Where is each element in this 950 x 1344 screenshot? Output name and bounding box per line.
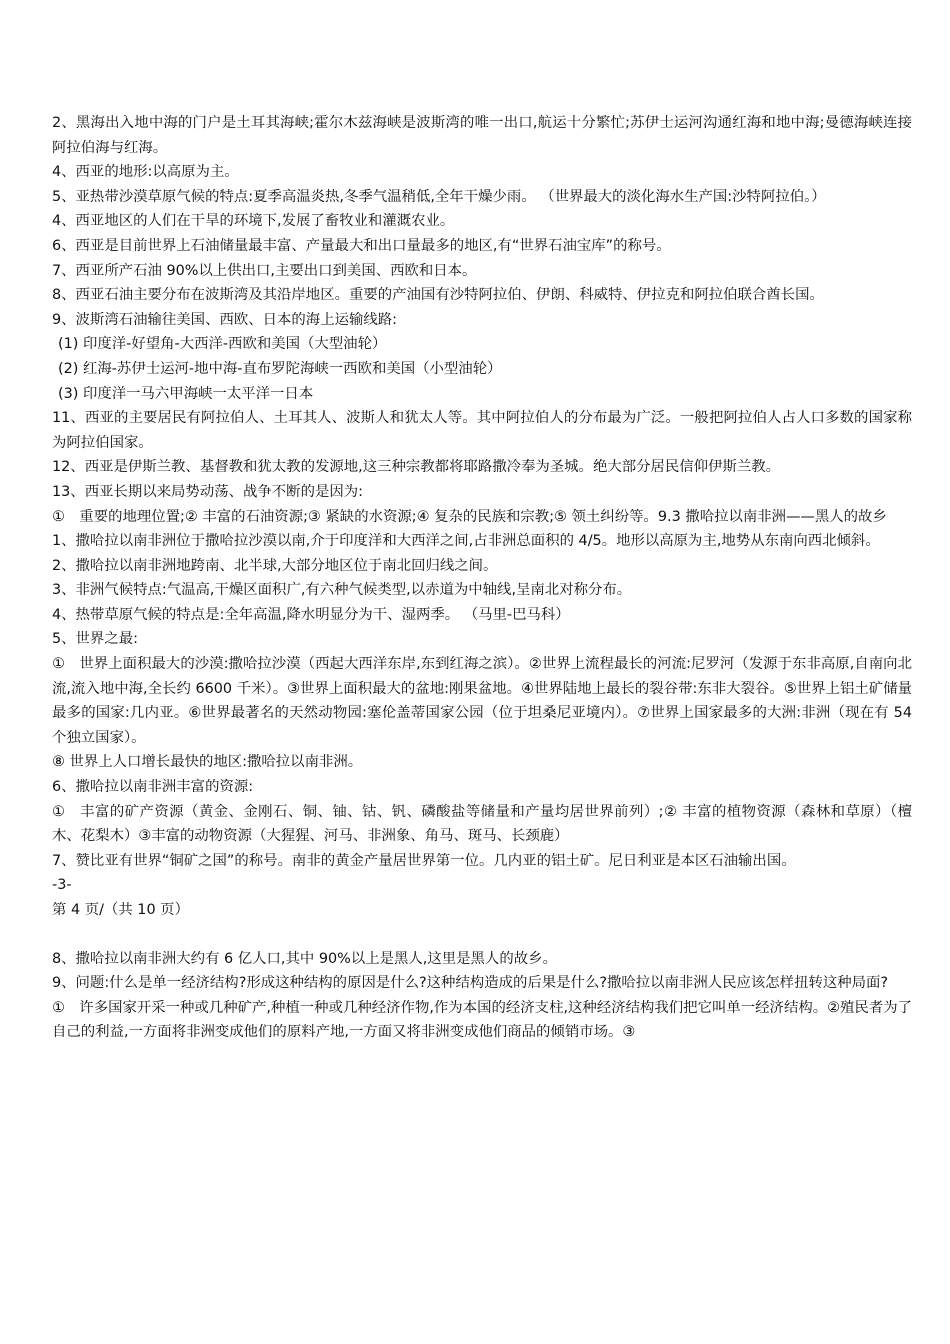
- paragraph: 4、热带草原气候的特点是:全年高温,降水明显分为干、湿两季。 （马里-巴马科）: [52, 606, 570, 623]
- paragraph: 6、撒哈拉以南非洲丰富的资源:: [52, 779, 254, 796]
- paragraph: 5、亚热带沙漠草原气候的特点:夏季高温炎热,冬季气温稍低,全年干燥少雨。 （世界最大的淡化海水生产国:沙特阿拉伯。）: [52, 188, 826, 205]
- paragraph: ① 丰富的矿产资源（黄金、金刚石、铜、铀、钴、钒、磷酸盐等储量和产量均居世界前列）;② 丰富的植物资源（森林和草原）（檀木、花梨木）③丰富的动物资源（大猩猩、河马、非洲象、角马、斑马、长颈鹿）: [52, 803, 912, 845]
- paragraph: ① 世界上面积最大的沙漠:撒哈拉沙漠（西起大西洋东岸,东到红海之滨）。②世界上流程最长的河流:尼罗河（发源于东非高原,自南向北流,流入地中海,全长约 6600 千米）。③世界上面积最大的盆地:刚果盆地。④世界陆地上最长的裂谷带:东非大裂谷。⑤世界上铝土矿储量最多的国家:几内亚。⑥世界最著名的天然动物园:塞伦盖蒂国家公园（位于坦桑尼亚境内）。⑦世界上国家最多的大洲:非洲（现在有 54 个独立国家）。: [52, 656, 912, 746]
- document-page: [52, 111, 912, 1045]
- paragraph: 7、赞比亚有世界“铜矿之国”的称号。南非的黄金产量居世界第一位。几内亚的铝土矿。尼日利亚是本区石油输出国。: [52, 852, 796, 869]
- paragraph: 7、西亚所产石油 90%以上供出口,主要出口到美国、西欧和日本。: [52, 262, 477, 279]
- paragraph: 6、西亚是目前世界上石油储量最丰富、产量最大和出口量最多的地区,有“世界石油宝库”的称号。: [52, 237, 671, 254]
- route-item: (3) 印度洋一马六甲海峡一太平洋一日本: [58, 385, 314, 402]
- paragraph: ① 许多国家开采一种或几种矿产,种植一种或几种经济作物,作为本国的经济支柱,这种经济结构我们把它叫单一经济结构。②殖民者为了自己的利益,一方面将非洲变成他们的原料产地,一方面又将非洲变成他们商品的倾销市场。③: [52, 999, 912, 1041]
- paragraph: 9、问题:什么是单一经济结构?形成这种结构的原因是什么?这种结构造成的后果是什么?撒哈拉以南非洲人民应该怎样扭转这种局面?: [52, 975, 889, 992]
- paragraph: 8、撒哈拉以南非洲大约有 6 亿人口,其中 90%以上是黑人,这里是黑人的故乡。: [52, 950, 557, 967]
- paragraph: 2、黑海出入地中海的门户是土耳其海峡;霍尔木兹海峡是波斯湾的唯一出口,航运十分繁忙;苏伊士运河沟通红海和地中海;曼德海峡连接阿拉伯海与红海。: [52, 115, 912, 156]
- paragraph: 2、撒哈拉以南非洲地跨南、北半球,大部分地区位于南北回归线之间。: [52, 557, 498, 574]
- paragraph: 3、非洲气候特点:气温高,干燥区面积广,有六种气候类型,以赤道为中轴线,呈南北对称分布。: [52, 582, 632, 599]
- page-mark: -3-: [52, 877, 72, 894]
- paragraph: 8、西亚石油主要分布在波斯湾及其沿岸地区。重要的产油国有沙特阿拉伯、伊朗、科威特、伊拉克和阿拉伯联合酋长国。: [52, 287, 824, 304]
- paragraph: 13、西亚长期以来局势动荡、战争不断的是因为:: [52, 483, 363, 500]
- paragraph: 9、波斯湾石油输往美国、西欧、日本的海上运输线路:: [52, 311, 397, 328]
- route-item: (2) 红海-苏伊士运河-地中海-直布罗陀海峡一西欧和美国（小型油轮）: [58, 360, 502, 377]
- page-count: 第 4 页/（共 10 页）: [52, 902, 189, 918]
- paragraph: 12、西亚是伊斯兰教、基督教和犹太教的发源地,这三种宗教都将耶路撒冷奉为圣城。绝大部分居民信仰伊斯兰教。: [52, 459, 781, 476]
- paragraph: ⑧ 世界上人口增长最快的地区:撒哈拉以南非洲。: [52, 754, 363, 771]
- paragraph: 5、世界之最:: [52, 631, 138, 648]
- page-break-gap: [52, 923, 912, 947]
- route-item: (1) 印度洋-好望角-大西洋-西欧和美国（大型油轮）: [58, 336, 387, 353]
- paragraph: 4、西亚地区的人们在干旱的环境下,发展了畜牧业和灌溉农业。: [52, 213, 455, 230]
- paragraph: ① 重要的地理位置;② 丰富的石油资源;③ 紧缺的水资源;④ 复杂的民族和宗教;⑤ 领土纠纷等。9.3 撒哈拉以南非洲——黑人的故乡: [52, 508, 887, 525]
- paragraph: 1、撒哈拉以南非洲位于撒哈拉沙漠以南,介于印度洋和大西洋之间,占非洲总面积的 4/5。地形以高原为主,地势从东南向西北倾斜。: [52, 533, 880, 550]
- paragraph: 11、西亚的主要居民有阿拉伯人、土耳其人、波斯人和犹太人等。其中阿拉伯人的分布最为广泛。一般把阿拉伯人占人口多数的国家称为阿拉伯国家。: [52, 410, 912, 451]
- paragraph: 4、西亚的地形:以高原为主。: [52, 164, 239, 181]
